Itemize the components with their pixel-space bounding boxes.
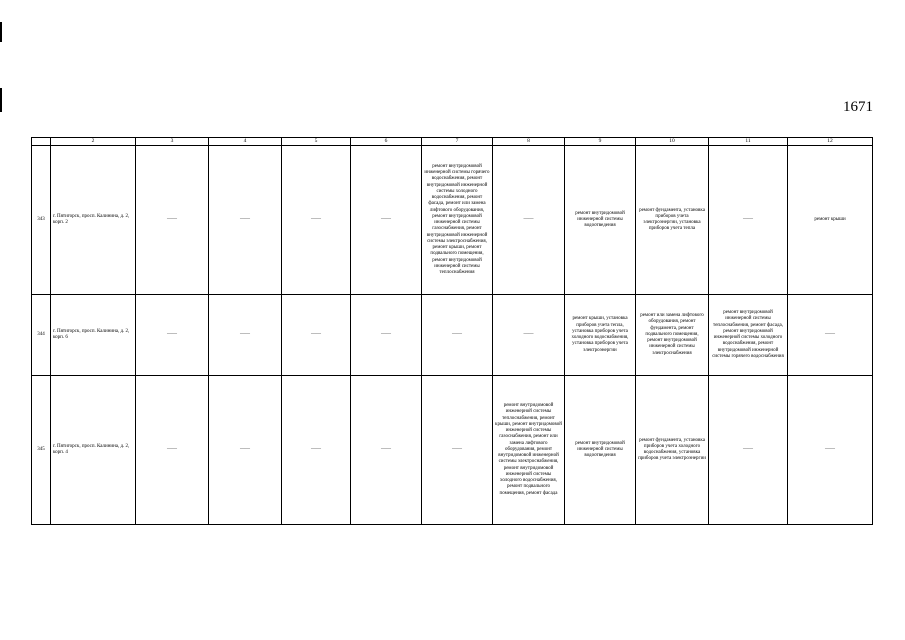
cell-col-11: —— (709, 146, 788, 295)
cell-col-7: —— (422, 295, 493, 376)
header-col-4: 4 (209, 138, 282, 146)
cell-col-10: ремонт фундамента, установка приборов учета холодного водоснабжения, установка приборов учета электроэнергии (636, 376, 709, 525)
scan-edge-mark-middle (0, 88, 2, 112)
cell-col-6: —— (351, 295, 422, 376)
cell-col-6: —— (351, 146, 422, 295)
cell-col-3: —— (136, 146, 209, 295)
cell-col-12: ремонт крыши (788, 146, 873, 295)
row-number: 343 (32, 146, 51, 295)
header-col-6: 6 (351, 138, 422, 146)
cell-col-6: —— (351, 376, 422, 525)
row-number: 344 (32, 295, 51, 376)
cell-col-5: —— (282, 146, 351, 295)
cell-col-4: —— (209, 376, 282, 525)
cell-col-9: ремонт внутридомовой инженерной системы водоотведения (565, 146, 636, 295)
header-col-8: 8 (493, 138, 565, 146)
cell-col-10: ремонт фундамента, установка приборов учета электроэнергии, установка приборов учета тепла (636, 146, 709, 295)
cell-col-3: —— (136, 295, 209, 376)
header-col-9: 9 (565, 138, 636, 146)
table-row (32, 146, 873, 295)
page-number: 1671 (843, 99, 873, 115)
cell-col-11: —— (709, 376, 788, 525)
scan-edge-mark-top (0, 22, 2, 42)
address-cell: г. Пятигорск, просп. Калинина, д. 2, корп. 6 (51, 295, 136, 376)
cell-col-7: ремонт внутридомовой инженерной системы горячего водоснабжения, ремонт внутридомовой инженерной системы холодного водоснабжения, ремонт фасада, ремонт или замена лифтового оборудования, ремонт внутридомовой инженерной системы газоснабжения, ремонт внутридомовой инженерной системы электроснабжения, ремонт крыши, ремонт подвального помещения, ремонт внутридомовой инженерной системы теплоснабжения (422, 146, 493, 295)
cell-col-9: ремонт крыши, установка приборов учета тепла, установка приборов учета холодного водоснабжения, установка приборов учета электроэнергии (565, 295, 636, 376)
header-col-10: 10 (636, 138, 709, 146)
register-table (31, 137, 873, 525)
cell-col-5: —— (282, 376, 351, 525)
cell-col-12: —— (788, 376, 873, 525)
cell-col-8: ремонт внутридомовой инженерной системы теплоснабжения, ремонт крыши, ремонт внутридомовой инженерной системы газоснабжения, ремонт или замена лифтового оборудования, ремонт внутридомовой инженерной системы электроснабжения, ремонт внутридомовой инженерной системы холодного водоснабжения, ремонт подвального помещения, ремонт фасада (493, 376, 565, 525)
header-col-11: 11 (709, 138, 788, 146)
cell-col-9: ремонт внутридомовой инженерной системы водоотведения (565, 376, 636, 525)
cell-col-3: —— (136, 376, 209, 525)
address-cell: г. Пятигорск, просп. Калинина, д. 2, корп. 4 (51, 376, 136, 525)
cell-col-10: ремонт или замена лифтового оборудования, ремонт фундамента, ремонт подвального помещения, ремонт внутридомовой инженерной системы электроснабжения (636, 295, 709, 376)
cell-col-12: —— (788, 295, 873, 376)
cell-col-11: ремонт внутридомовой инженерной системы теплоснабжения, ремонт фасада, ремонт внутридомовой инженерной системы холодного водоснабжения, ремонт внутридомовой инженерной системы горячего водоснабжения (709, 295, 788, 376)
header-col-2: 2 (51, 138, 136, 146)
header-col-7: 7 (422, 138, 493, 146)
cell-col-4: —— (209, 146, 282, 295)
row-number: 345 (32, 376, 51, 525)
cell-col-7: —— (422, 376, 493, 525)
header-col-3: 3 (136, 138, 209, 146)
cell-col-8: —— (493, 146, 565, 295)
table-row (32, 295, 873, 376)
header-col-12: 12 (788, 138, 873, 146)
cell-col-8: —— (493, 295, 565, 376)
table-row (32, 376, 873, 525)
cell-col-4: —— (209, 295, 282, 376)
column-number-header-row (32, 138, 873, 146)
header-col-5: 5 (282, 138, 351, 146)
cell-col-5: —— (282, 295, 351, 376)
header-col-1 (32, 138, 51, 146)
address-cell: г. Пятигорск, просп. Калинина, д. 2, корп. 2 (51, 146, 136, 295)
